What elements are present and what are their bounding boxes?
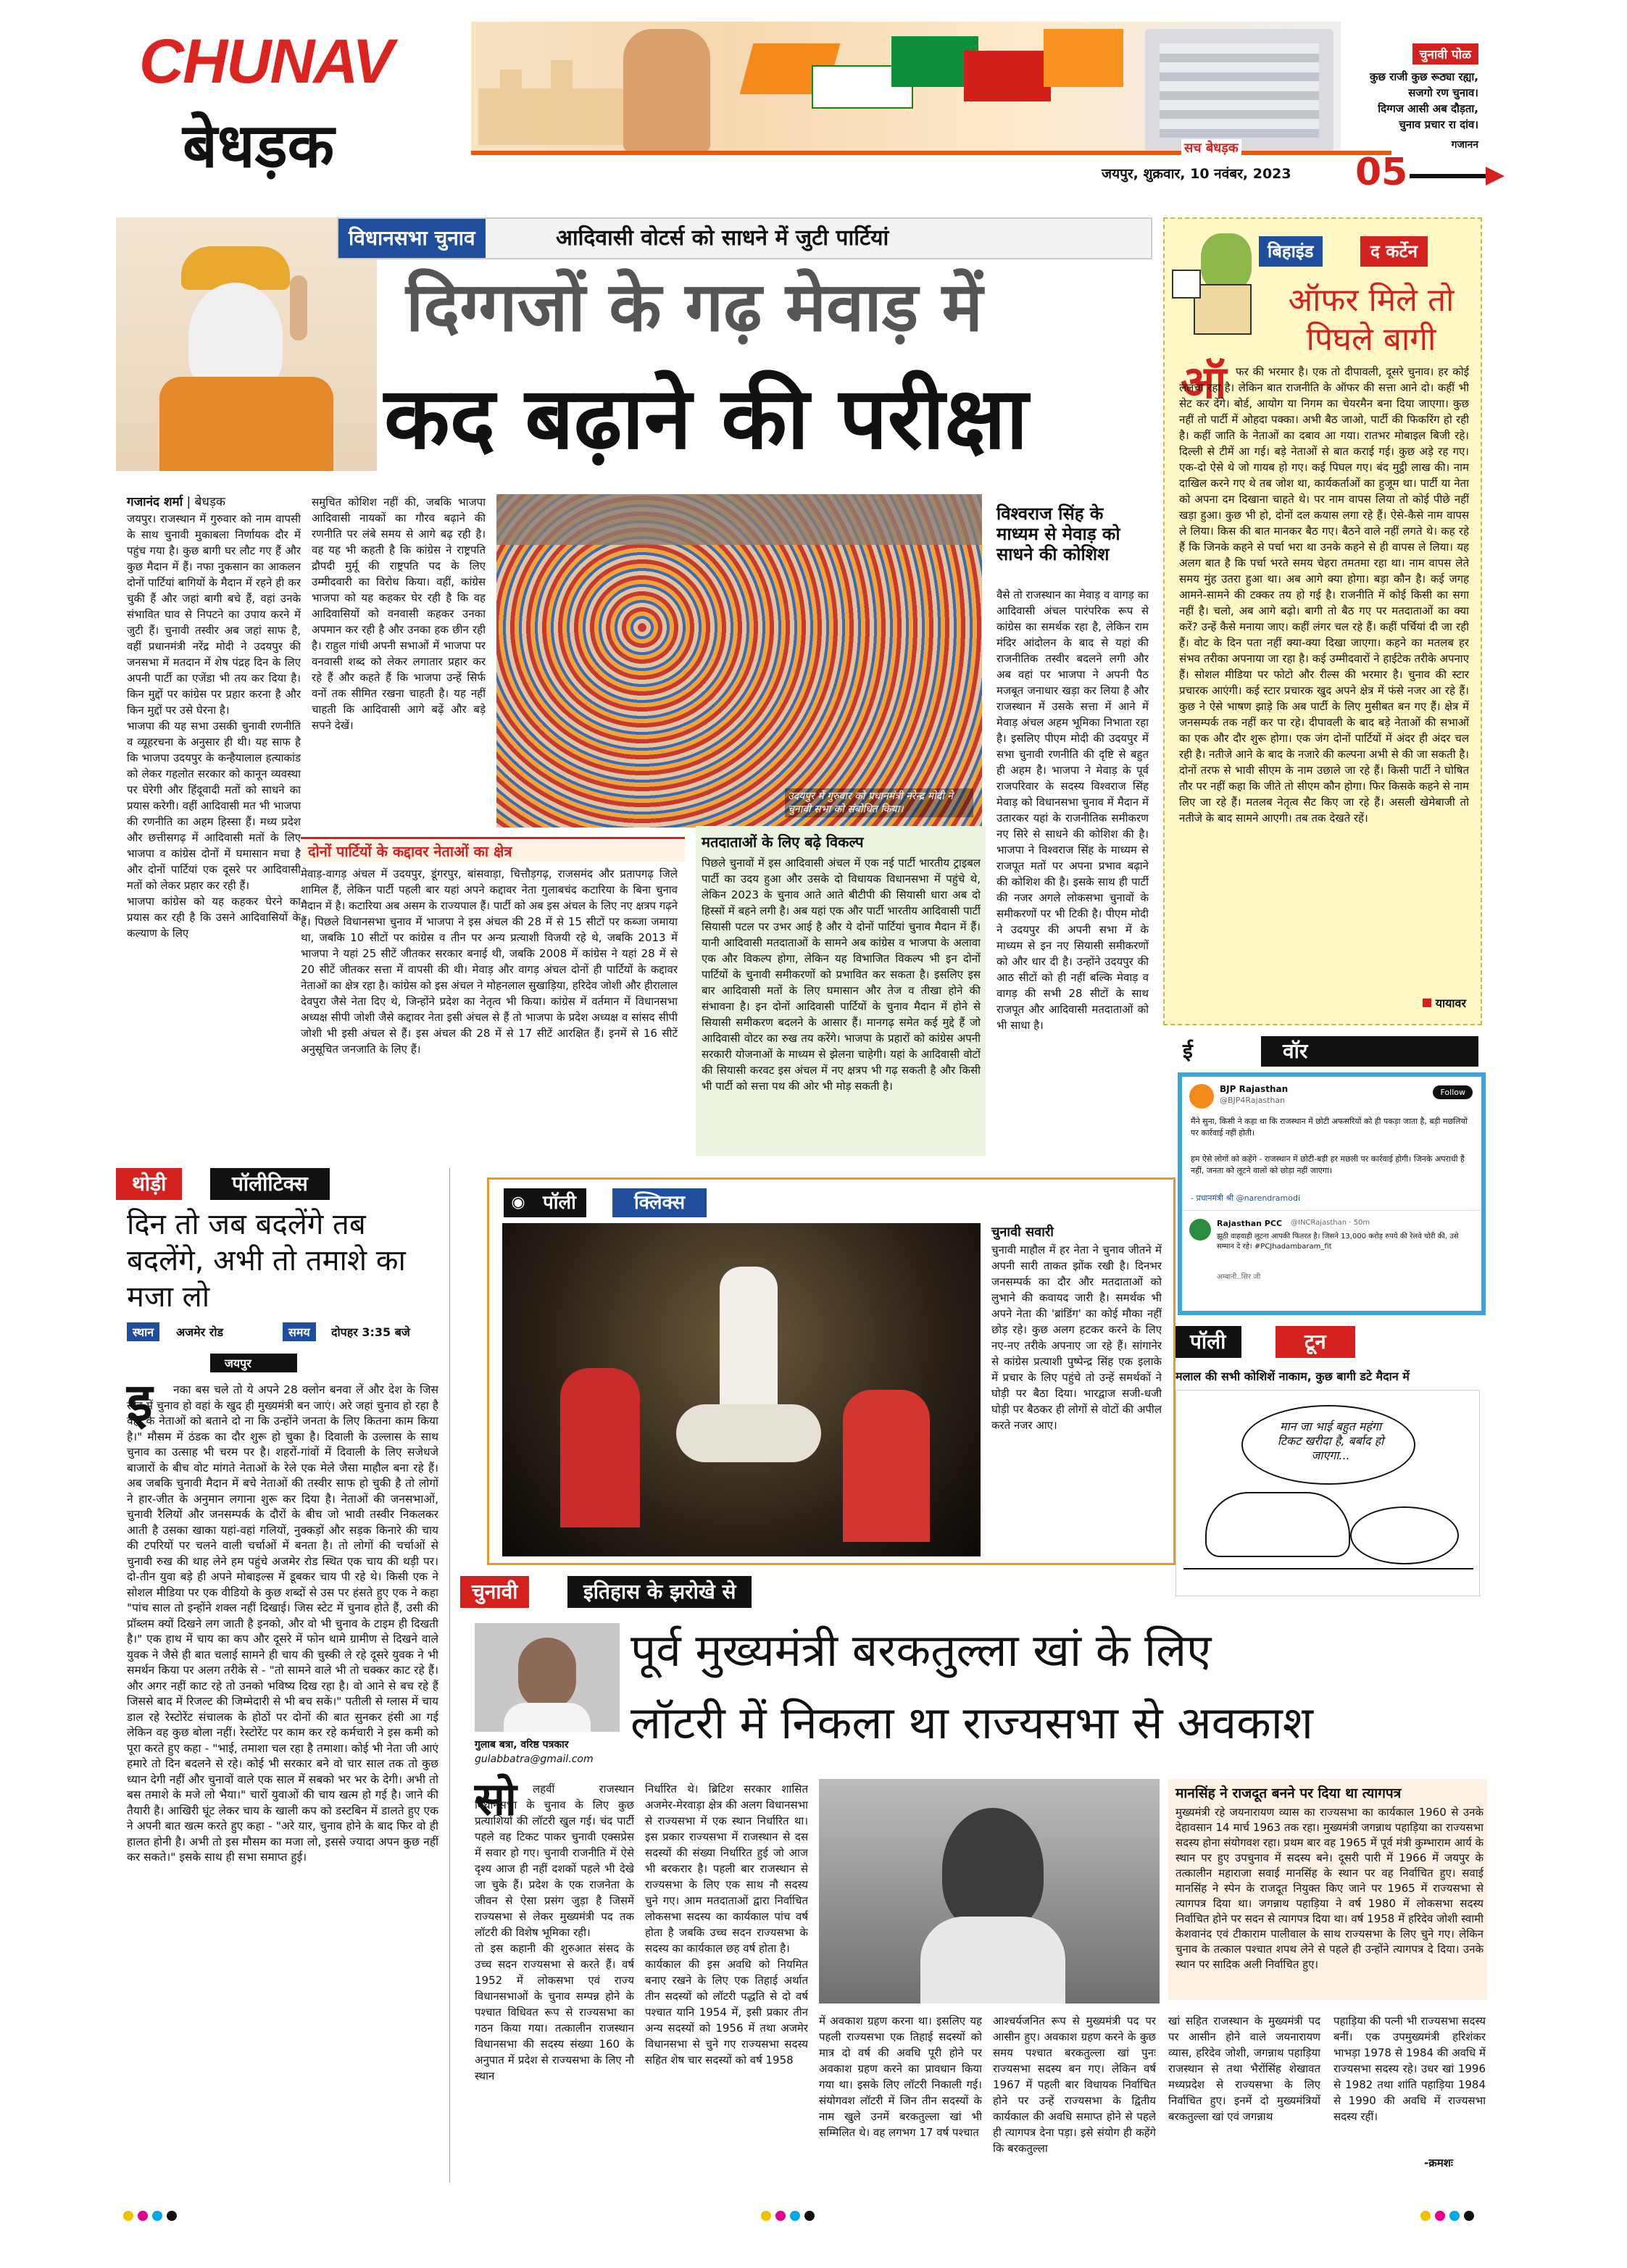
thodi-city: जयपुर	[210, 1354, 297, 1372]
thodi-headline: दिन तो जब बदलेंगे तब बदलेंगे, अभी तो तमाशे का मजा लो	[127, 1208, 406, 1314]
politician-figure	[1205, 1492, 1350, 1557]
byline-name: गजानंद शर्मा	[127, 495, 183, 509]
author-photo	[475, 1623, 620, 1732]
poem-line-3: दिग्गज आसी अब दौड़ता,	[1378, 102, 1478, 115]
voters-box	[696, 826, 986, 1156]
evm-illustration	[1145, 29, 1333, 152]
vishvaraj-body: वैसे तो राजस्थान का मेवाड़ व वागड़ का आदिवासी अंचल पारंपरिक रूप से कांग्रेस का समर्थक रहा है, लेकिन राम मंदिर आंदोलन के बाद से यहां की राजनीतिक तस्वीर बदलने लगी और अब वहां पर भाजपा ने अपनी पैठ मजबूत जनाधार खड़ा कर लिया है और राजस्थान में उसके सत्ता में आने में मेवाड़ अंचल अहम भूमिका निभाता रहा है। इसलिए पीएम मोदी की उदयपुर में सभा चुनावी रणनीति की दृष्टि से बहुत ही अहम है। भाजपा ने मेवाड़ के पूर्व राजपरिवार के सदस्य विश्वराज सिंह मेवाड़ को विधानसभा चुनाव में मैदान में उतारकर यहां के राजनीतिक समीकरण नए सिरे से साधने की कोशिश की है। भाजपा ने विश्वराज सिंह के माध्यम से राजपूत मतों पर अपना प्रभाव बढ़ाने की कोशिश की है। इसके साथ ही पार्टी की नजर अगले लोकसभा चुनावों के समीकरणों पर भी टिकी है। पीएम मोदी ने उदयपुर की अपनी सभा में के माध्यम से इन नए सियासी समीकरणों को और धार दी है। उन्होंने उदयपुर की आठ सीटों को ही नहीं बल्कि मेवाड़ व वागड़ की सभी 28 सीटों के साथ राजपूत और आदिवासी मतदाताओं को भी साधा है।	[996, 588, 1149, 1032]
brand-bedhadak: बेधड़क	[183, 110, 335, 181]
party-flags-illustration	[746, 22, 1123, 152]
poem-author: गजानन	[1451, 139, 1478, 151]
tweet-reply: अम्बानी..सिर जी	[1217, 1273, 1261, 1281]
ewar-tweet-card	[1178, 1072, 1486, 1315]
policlicks-tag-1: पॉली	[533, 1188, 586, 1217]
poem-line-4: चुनाव प्रचार रा दांव।	[1399, 118, 1478, 131]
thodi-meta	[127, 1322, 438, 1346]
behind-curtain-box	[1163, 217, 1482, 1025]
ewar-tag-2: वॉर	[1261, 1036, 1478, 1067]
brand-chunav: CHUNAV	[139, 27, 393, 96]
voter-finger-illustration	[623, 29, 710, 152]
tagline-small: सच बेधड़क	[1181, 139, 1241, 157]
history-tag-1: चुनावी	[460, 1576, 529, 1608]
horse-rally-photo	[502, 1223, 981, 1556]
tweet-text-1b: हम ऐसे लोगों को कहेंगे - राजस्थान में छोटी-बड़ी हर मछली पर कार्रवाई होगी। जिनके अपराधी हैं नहीं, जनता को लूटने वालों को छोड़ा नहीं जाएगा।	[1191, 1154, 1465, 1175]
behind-dropcap: ऑ	[1181, 356, 1227, 409]
poem-tag: चुनावी पोळ	[1412, 43, 1478, 64]
behind-headline: ऑफर मिले तो पिघले बागी	[1288, 282, 1455, 358]
history-author: गुलाब बत्रा, वरिष्ठ पत्रकार	[475, 1739, 569, 1751]
rally-photo-caption: उदयपुर में गुरुवार को प्रधानमंत्री नरेन्द्र मोदी ने चुनावी सभा को संबोधित किया।	[785, 788, 973, 817]
mansingh-heading: मानसिंह ने राजदूत बनने पर दिया था त्यागपत्र	[1175, 1785, 1402, 1801]
thodi-header	[116, 1168, 449, 1201]
history-headline-2: लॉटरी में निकला था राज्यसभा से अवकाश	[631, 1696, 1313, 1749]
bjp-avatar	[1189, 1084, 1214, 1109]
leaders-box	[301, 837, 685, 1156]
politoon-cartoon	[1175, 1390, 1480, 1596]
history-email: gulabbatra@gmail.com	[475, 1754, 594, 1765]
balloon-text: मान जा भाई बहुत महंगा टिकट खरीदा है, बर्बाद हो जाएगा...	[1277, 1419, 1384, 1462]
barkatullah-photo	[819, 1779, 1160, 2004]
pen-nib-icon	[1410, 174, 1489, 178]
poem-line-1: कुछ राजी कुछ रूठ्या रह्या,	[1370, 70, 1478, 83]
thodi-dropcap: इ	[127, 1372, 153, 1433]
behind-sign-text: यायावर	[1435, 996, 1466, 1010]
policlicks-box	[487, 1177, 1175, 1565]
lead-col-1: जयपुर। राजस्थान में गुरुवार को नाम वापसी के साथ चुनावी मुकाबला निर्णायक दौर में पहुंच गया है। कुछ बागी घर लौट गए हैं और कुछ मैदान में हैं। नफा नुकसान का आकलन दोनों पार्टियां बागियों के मैदान में रहने ही कर चुकी हैं और जहां बागी बचे हैं, वहां उनके संभावित घाव से निपटने का उपाय करने में जुटी हैं। चुनावी तस्वीर अब जहां साफ है, वहीं प्रधानमंत्री नरेंद्र मोदी ने उदयपुर की जनसभा में मतदान में शेष पंद्रह दिन के लिए अपनी पार्टी का एजेंडा भी तय कर दिया है। किन मुद्दों पर कांग्रेस पर प्रहार करना है और किन मुद्दों पर उसे घेरना है। भाजपा की यह सभा उसकी चुनावी रणनीति व व्यूहरचना के अनुसार ही थी। यह साफ है कि भाजपा उदयपुर के कन्हैयालाल हत्याकांड को लेकर गहलोत सरकार को कानून व्यवस्था पर घेरेगी और हिंदूवादी मतों को साधने का प्रयास करेगी। वहीं आदिवासी मत भी भाजपा की रणनीति का अहम हिस्सा हैं। मध्य प्रदेश और छत्तीसगढ़ में आदिवासी मतों के लिए भाजपा व कांग्रेस दोनों में घमासान मचा है और दोनों पार्टियां एक दूसरे पर आदिवासी मतों को लेकर प्रहार कर रही हैं। भाजपा कांग्रेस को यह कहकर घेरने का प्रयास कर रही है कि उसने आदिवासियों के कल्याण के लिए	[127, 512, 301, 940]
policlicks-heading: चुनावी सवारी	[991, 1225, 1054, 1240]
dateline: जयपुर, शुक्रवार, 10 नवंबर, 2023	[1102, 166, 1291, 182]
history-tag-2: इतिहास के झरोखे से	[567, 1576, 752, 1608]
thodi-tag-2: पॉलीटिक्स	[210, 1168, 330, 1200]
lead-col-2: समुचित कोशिश नहीं की, जबकि भाजपा आदिवासी नायकों का गौरव बढ़ाने की रणनीति पर लंबे समय से आगे बढ़ रही है। वह यह भी कहती है कि कांग्रेस ने राष्ट्रपति द्रौपदी मुर्मू की राष्ट्रपति पद के लिए उम्मीदवारी का विरोध किया। वहीं, कांग्रेस भाजपा को यह कहकर घेर रही है कि वह आदिवासियों को वनवासी कहकर उनका अपमान कर रही है और उनका हक छीन रही है। राहुल गांधी अपनी सभाओं में भाजपा पर वनवासी शब्द को लेकर लगातार प्रहार कर रहे हैं और कहते हैं कि भाजपा उन्हें सिर्फ वनों तक सीमित रखना चाहती है। यह नहीं चाहती कि आदिवासी आगे बढ़ें और बड़े सपने देखें।	[312, 496, 486, 732]
behind-sign-square	[1423, 998, 1431, 1007]
voters-heading: मतदाताओं के लिए बढ़े विकल्प	[702, 833, 864, 851]
history-col-4: आश्चर्यजनित रूप से मुख्यमंत्री पद पर आसीन हुए। अवकाश ग्रहण करने के कुछ समय पश्चात बरकतुल्ला खां पुनः राज्यसभा सदस्य बन गए। लेकिन वर्ष 1967 में पहली बार विधायक निर्वाचित होने पर उन्हें राज्यसभा के द्वितीय कार्यकाल की अवधि समाप्त होने से पहले ही त्यागपत्र देना पड़ा। इसे संयोग ही कहेंगे कि बरकतुल्ला	[993, 2014, 1156, 2155]
place-value: अजमेर रोड	[176, 1325, 224, 1339]
mansingh-box	[1168, 1779, 1487, 2000]
masthead	[0, 0, 1627, 210]
place-label: स्थान	[127, 1322, 159, 1341]
camera-icon: ◉	[504, 1188, 533, 1217]
behind-tag-box	[1259, 236, 1469, 268]
poem-box	[1341, 43, 1486, 152]
behind-body: फर की भरमार है। एक तो दीपावली, दूसरे चुनाव। हर कोई ललचा रहा है। लेकिन बात राजनीति के ऑफर की सत्ता आने दो। कहीं भी सेट कर देंगे। बोर्ड, आयोग या निगम का चेयरमैन बना दिया जाएगा। कुछ नहीं तो पार्टी में ओहदा पक्का। अभी बैठ जाओ, पार्टी की फिकरिंग हो रही है। कहीं जाति के नेताओं का दबाव आ गया। रातभर मोबाइल बिजी रहे। दिल्ली से टीमें आ गई। बड़े नेताओं से बात कराई गई। कुछ अड़े रह गए। एक-दो ऐसे थे जो गायब हो गए। कई पिघल गए। बंद मुट्ठी लाख की। नाम दाखिल करने गए थे तब जोश था, कार्यकर्ताओं का हुजूम था। पार्टी या नेता को अपना दम दिखाना चाहते थे। पर नाम वापस लिया तो कोई पीछे नहीं खड़ा हुआ। कुछ भी हो, दोनों दल कयास लगा रहे हैं। ऐसे-कैसे नाम वापस ले लिया। किस की बात मानकर बैठ गए। बैठने वाले नहीं लगते थे। कह रहे हैं कि जिनके कहने से पर्चा भरा था उनके कहने से ही वापस ले लिया। यह अलग बात है कि पर्चा भरते समय चेहरा तमतमा रहा था। नाम वापस लेते समय मुंह उतरा हुआ था। अब आगे क्या होगा। बड़ा कौन है। कई जगह आमने-सामने की टक्कर तय हो गई है। राजनीति में कोई किसी का सगा नहीं है। चलो, अब आगे बढ़ो। बागी तो बैठ गए पर मतदाताओं का क्या करें? उन्हें कैसे मनाया जाए। कहीं लंगर चल रहे हैं। कहीं पर्चियां दी जा रही हैं। वोट के दिन पता नहीं क्या-क्या दिखा जाएगा। कहने का मतलब हर संभव तरीका अपनाया जा रहा है। कई उम्मीदवारों ने हाईटेक तरीके अपनाए हैं। सोशल मीडिया पर फोटो और रील्स की भरमार है। चुनाव की स्टार प्रचारक आएंगी। कई स्टार प्रचारक खुद अपने क्षेत्र में फंसे नजर आ रहे हैं। कुछ ने ऐसे भाषण झाड़े कि अब पार्टी के लिए मुसीबत बन गए हैं। क्षेत्र में जनसम्पर्क तक नहीं कर पा रहे। दीपावली के बाद बड़े नेताओं की सभाओं का एक और दौर शुरू होगा। एक जंग दोनों पार्टियों में अंदर ही अंदर चल रही है। नतीजे आने के बाद के नजारे की कल्पना अभी से की जा सकती है। दोनों तरफ से भावी सीएम के नाम उछाले जा रहे हैं। किसी पार्टी ने घोषित तौर पर नहीं कहा कि जीते तो सीएम कौन होगा। फिर किसके कहने से नाम लिए जा रहे हैं। मतलब नेतृत्व सैट किए जा रहे हैं। असली खेमेबाजी तो नतीजे के बाद सामने आएगी। तब तक देखते रहें।	[1179, 365, 1469, 825]
behind-tag: बिहाइंड	[1259, 236, 1323, 267]
color-dots-left	[123, 2210, 181, 2224]
politoon-tag-2: टून	[1276, 1326, 1355, 1358]
time-value: दोपहर 3:35 बजे	[331, 1325, 410, 1339]
history-continued: -क्रमशः	[1424, 2156, 1453, 2169]
page-number: 05	[1355, 151, 1408, 194]
masthead-collage	[471, 22, 1341, 152]
lead-kicker	[337, 217, 1152, 259]
tweet-text-2: झूठी वाहवाही लूटना आपकी फितरत है। जिसने 13,000 करोड़ रुपये की रेलवे चोरी की, उसे सम्मान दे रहे। #PCJhadambaram_fit	[1217, 1233, 1459, 1251]
lead-headline-2: कद बढ़ाने की परीक्षा	[384, 368, 1028, 468]
behind-sign	[1423, 995, 1466, 1011]
bowing-figure	[1350, 1506, 1459, 1564]
thodi-tag-1: थोड़ी	[116, 1168, 182, 1200]
tweet-handle-1: @BJP4Rajasthan	[1220, 1096, 1286, 1105]
byline-org: बेधड़क	[194, 495, 225, 509]
ewar-header	[1174, 1036, 1478, 1068]
tweet-account-1: BJP Rajasthan	[1220, 1084, 1289, 1094]
lead-kicker-text: आदिवासी वोटर्स को साधने में जुटी पार्टियां	[556, 225, 889, 251]
politoon-caption: मलाल की सभी कोशिशें नाकाम, कुछ बागी डटे मैदान में	[1175, 1369, 1410, 1383]
ewar-tag-1: ई	[1174, 1036, 1202, 1067]
tweet-text-1: मैंने सुना, किसी ने कहा था कि राजस्थान में छोटी अफसरियों को ही पकड़ा जाता है, बड़ी मछलियों पर कार्रवाई नहीं होती।	[1191, 1117, 1468, 1138]
behind-tag-2: द कर्टेन	[1360, 236, 1428, 267]
politoon-header	[1174, 1326, 1478, 1359]
history-col-3: में अवकाश ग्रहण करना था। इसलिए यह पहली राज्यसभा एक तिहाई सदस्यों को मात्र दो वर्ष की अवधि पूरी होने पर अवकाश ग्रहण करने का प्रावधान किया गया था। इसके लिए लॉटरी निकाली गई। संयोगवश लॉटरी में जिन तीन सदस्यों के नाम खुले उनमें बरकतुल्ला खां भी सम्मिलित थे। वह लगभग 17 वर्ष पश्चात	[819, 2014, 982, 2139]
lead-headline-1: दिग्गजों के गढ़ मेवाड़ में	[406, 268, 983, 347]
voters-body: पिछले चुनावों में इस आदिवासी अंचल में एक नई पार्टी भारतीय ट्राइबल पार्टी का उदय हुआ और उसके दो विधायक विधानसभा में पहुंचे थे, लेकिन 2023 के चुनाव आते आते बीटीपी की सियासी धारा अब दो हिस्सों में बहने लगी है। अब यहां एक और पार्टी भारतीय आदिवासी पार्टी सियासी पटल पर उभर आई है और ये दोनों पार्टियां चुनाव मैदान में हैं। यानी आदिवासी मतदाताओं के सामने अब कांग्रेस व भाजपा के अलावा एक और विकल्प होगा, लेकिन यह विभाजित विकल्प भी इन दोनों पार्टियों के चुनावी समीकरणों को प्रभावित कर सकता है। इसलिए इस बार आदिवासी मतों के लिए घमासान और तेज व तीखा होने की संभावना है। इन दोनों आदिवासी पार्टियों के चुनाव मैदान में होने से सियासी समीकरण बदलने के आसार हैं। मानगढ़ समेत कई मुद्दे हैं जो आदिवासी वोटर का रुख तय करेंगे। भाजपा के प्रहारों को कांग्रेस अपनी सरकारी योजनाओं के माध्यम से झेलना चाहेगी। यहां के आदिवासी वोटों की सियासी करवट इस अंचल में नए क्षत्रप भी गढ़ सकती है और किसी भी पार्टी को सत्ता पथ की ओर भी मोड़ सकती है।	[702, 856, 981, 1093]
poem-line-2: सजगो रण चुनाव।	[1408, 86, 1478, 99]
tweet-account-2: Rajasthan PCC	[1217, 1219, 1283, 1228]
pen-nib-tip	[1486, 167, 1505, 185]
politoon-tag-1: पॉली	[1174, 1326, 1241, 1358]
lead-byline: गजानंद शर्मा | बेधड़क	[127, 495, 225, 509]
history-col-5: खां सहित राजस्थान के मुख्यमंत्री पद पर आसीन होने वाले जयनारायण व्यास, हरिदेव जोशी, जगन्नाथ पहाड़िया राजस्थान से तथा भैरोंसिंह शेखावत मध्यप्रदेश से राज्यसभा के लिए निर्वाचित हुए। इनमें दो मुख्यमंत्रियों बरकतुल्ला खां एवं जगन्नाथ	[1168, 2014, 1320, 2123]
mansingh-body: मुख्यमंत्री रहे जयनारायण व्यास का राज्यसभा का कार्यकाल 1960 से उनके देहावसान 14 मार्च 1963 तक रहा। मुख्यमंत्री जगन्नाथ पहाड़िया का राज्यसभा सदस्य होना संयोगवश रहा। प्रथम बार वह 1965 में पूर्व मंत्री कुम्भाराम आर्य के स्थान पर हुए उपचुनाव में सदस्य बने। दूसरी पारी में 1966 में जयपुर के तत्कालीन महाराजा सवाई मानसिंह के स्थान पर वह निर्वाचित हुए। सवाई मानसिंह ने स्पेन के राजदूत नियुक्त किए जाने पर 1965 में राज्यसभा से त्यागपत्र दिया था। जगन्नाथ पहाड़िया ने वर्ष 1980 में लोकसभा सदस्य निर्वाचित होने पर सदन से त्यागपत्र दिया था। वर्ष 1958 में हरिदेव जोशी स्वामी केशवानंद एवं टीकाराम पालीवाल के साथ राज्यसभा के लिए चुने गए। लेकिन चुनाव के तत्काल पश्चात शपथ लेने से पहले ही उन्होंने त्यागपत्र दे दिया। उनके स्थान पर सादिक अली निर्वाचित हुए।	[1175, 1806, 1484, 1971]
history-headline-1: पूर्व मुख्यमंत्री बरकतुल्ला खां के लिए	[631, 1624, 1212, 1677]
history-col-1: लहवीं राजस्थान विधानसभा के चुनाव के लिए कुछ प्रत्याशियों की लॉटरी खुल गई। चंद पार्टी पहले वह टिकट पाकर चुनावी एक्सप्रेस में सवार हो गए। चुनावी राजनीति में ऐसे दृश्य आज ही नहीं दशकों पहले भी देखे जा चुके हैं। प्रदेश के एक राजनेता के जीवन से ऐसा प्रसंग जुड़ा है जिसमें राज्यसभा से लेकर मुख्यमंत्री पद तक लॉटरी की विशेष भूमिका रही। तो इस कहानी की शुरुआत संसद के उच्च सदन राज्यसभा से करते हैं। वर्ष 1952 में लोकसभा एवं राज्य विधानसभाओं के चुनाव सम्पन्न होने के पश्चात विधिवत रूप से राज्यसभा का गठन किया गया। तत्कालीन राजस्थान विधानसभा की सदस्य संख्या 160 के अनुपात में प्रदेश से राज्यसभा के लिए नौ स्थान	[475, 1783, 634, 2083]
tweet-quote: - प्रधानमंत्री श्री @narendramodi	[1191, 1193, 1301, 1203]
lead-kicker-tag: विधानसभा चुनाव	[338, 219, 486, 258]
policlicks-tag-2: क्लिक्स	[612, 1188, 707, 1217]
history-col-2: निर्धारित थे। ब्रिटिश सरकार शासित अजमेर-मेरवाड़ा क्षेत्र की अलग विधानसभा से राज्यसभा में एक स्थान निर्धारित था। इस प्रकार राज्यसभा में राजस्थान से दस सदस्यों की संख्या निर्धारित हुई जो आज भी बरकरार है। पहली बार राजस्थान से राज्यसभा के लिए एक साथ नौ सदस्य चुने गए। आम मतदाताओं द्वारा निर्वाचित लोकसभा सदस्य का कार्यकाल पांच वर्ष होता है जबकि उच्च सदन राज्यसभा के सदस्य का कार्यकाल छह वर्ष होता है। कार्यकाल की इस अवधि को नियमित बनाए रखने के लिए एक तिहाई अर्थात तीन सदस्यों को लॉटरी पद्धति से दो वर्ष पश्चात यानि 1954 में, इसी प्रकार तीन अन्य सदस्यों को 1956 में तथा अजमेर विधानसभा से चुने गए राज्यसभा सदस्य सहित शेष चार सदस्यों को वर्ष 1958	[645, 1783, 808, 2067]
leaders-heading: दोनों पार्टियों के कद्दावर नेताओं का क्षेत्र	[301, 837, 685, 862]
tweet-divider	[1182, 1210, 1481, 1211]
vishvaraj-heading: विश्वराज सिंह के माध्यम से मेवाड़ को साधने की कोशिश	[996, 504, 1120, 564]
pcc-avatar	[1189, 1219, 1211, 1241]
tweet-handle-2: @INCRajasthan · 50m	[1291, 1219, 1370, 1227]
policlicks-body: चुनावी माहौल में हर नेता ने चुनाव जीतने में अपनी सारी ताकत झोंक रखी है। दिनभर जनसम्पर्क का दौर और मतदाताओं को लुभाने की कवायद जारी है। समर्थक भी अपने नेता की 'ब्रांडिंग' का कोई मौका नहीं छोड़ रहे। कुछ अलग हटकर करने के लिए नए-नए तरीके अपनाए जा रहे हैं। सांगानेर से कांग्रेस प्रत्याशी पुष्पेन्द्र सिंह एक इलाके में प्रचार के लिए पहुंचे तो उन्हें समर्थकों ने घोड़ी पर बैठा दिया। भारद्वाज सजी-धजी घोड़ी पर बैठकर ही लोगों से वोटों की अपील करते नजर आए।	[991, 1243, 1162, 1432]
color-dots-right	[1420, 2210, 1478, 2224]
ground-line	[1183, 1568, 1473, 1569]
rule-leftcol	[449, 1168, 450, 2182]
fort-illustration	[478, 51, 623, 145]
thodi-body: नका बस चले तो ये अपने 28 क्लोन बनवा लें और देश के जिस स्टेट में चुनाव हो वहां के खुद ही मुख्यमंत्री बन जाएं। अरे जहां चुनाव हो रहा है वहां के नेताओं को बताने दो ना कि उन्होंने जनता के लिए कितना काम किया है।" मौसम में ठंडक का दौर शुरू हो चुका है। दिवाली के उल्लास के साथ चुनाव का उत्साह भी चरम पर है। शहरों-गांवों में दिवाली के लिए सजेधजे बाजारों के बीच वोट मांगते नेताओं के रेले एक मेले जैसा माहौल बना रहे हैं। अब जबकि चुनावी मैदान में बचे नेताओं की तस्वीर साफ हो चुकी है तो लोगों ने हार-जीत के अनुमान लगाना शुरू कर दिया है। नेताओं की जनसभाओं, चुनावी रैलियों और जनसम्पर्क के दौरों के बीच जो भावी तस्वीर निकलकर आती है उसका खाका यहां-वहां गलियों, नुक्कड़ों और सड़क किनारे की चाय की टपरियों पर चलने वाली चर्चाओं में बनता है। तो लोगों की चर्चाओं से चुनावी रुख की थाह लेने हम पहुंचे अजमेर रोड स्थित एक चाय की थड़ी पर। दो-तीन युवा बड़े ही अपने मोबाइल्स में डूबकर चाय पी रहे थे। किसी एक ने सोशल मीडिया पर एक वीडियो के कुछ शब्दों से उस पर हंसते हुए एक ने कहा "पांच साल तो इन्होंने शक्ल नहीं दिखाई। जिस स्टेट में चुनाव होते हैं, उसी की प्रॉब्लम क्यों दिखने लग जाती है इनको, और वो भी चुनाव के टाइम ही दिखती है।" एक हाथ में चाय का कप और दूसरे में फोन थामे ग्रामीण से दिखने वाले युवक ने जैसे ही बात चलाई सामने ही चाय की चुस्की ले रहे दूसरे युवक ने भी समर्थन किया पर अलग तरीके से - "तो सामने वाले भी तो चक्कर काट रहे हैं। और अगर नहीं काट रहे तो उनको भविष्य दिख रहा है। वो आने से बच रहे हैं जिससे बाद में रिजल्ट की जिम्मेदारी से भी बच सकें।" पतीली से ग्लास में चाय डाल रहे रेस्टोरेंट संचालक के होठों पर दोनों की बात सुनकर हंसी आ गई लेकिन वह कुछ बोला नहीं। रेस्टोरेंट पर काम कर रहे कर्मचारी ने इस कमी को पूरा करते हुए कहा - "भाई, तमाशा चल रहा है तमाशा। कोई भी नेता जी आएं हमारे तो दिन बदलने से रहे। कोई भी सरकार बने वो चार साल तक तो कुछ ध्यान देगी नहीं और चुनावों वाले एक साल में सबको भर भर के देगी। अभी तो बस तमाशे के मजे लो भैया।" चारों युवाओं की चाय खत्म हो गई है। जाने की तैयारी है। आखिरी घूंट लेकर चाय के खाली कप को डस्टबिन में डालते हुए एक ने अपनी बात खत्म करते हुए कहा - "अरे यार, चुनाव होने के बाद फिर वो ही हालत होनी है। अभी तो इस मौसम का मजा लो, इससे ज्यादा अपन कुछ नहीं कर सकते।" इसके साथ ही सभा समाप्त हुई।	[127, 1383, 438, 1864]
color-dots-center	[761, 2210, 819, 2224]
history-col-6: पहाड़िया की पत्नी भी राज्यसभा सदस्य बनीं। एक उपमुख्यमंत्री हरिशंकर भाभड़ा 1978 से 1984 की अवधि में राज्यसभा सदस्य रहे। उधर खां 1996 से 1982 तथा शांति पहाड़िया 1984 से 1990 की अवधि में राज्यसभा सदस्य रहीं।	[1333, 2014, 1486, 2123]
history-dropcap: सो	[475, 1772, 517, 1825]
rally-crowd-photo	[496, 494, 982, 827]
leaders-body: मेवाड़-वागड़ अंचल में उदयपुर, डूंगरपुर, बांसवाड़ा, चित्तौड़गढ़, राजसमंद और प्रतापगढ़ जिले शामिल हैं, लेकिन पार्टी पहली बार यहां अपने कद्दावर नेता गुलाबचंद कटारिया के बिना चुनाव मैदान में है। कटारिया अब असम के राज्यपाल हैं। पार्टी को अब इस अंचल के लिए नए क्षत्रप गढ़ने हैं। पिछले विधानसभा चुनाव में भाजपा ने इस अंचल की 28 में से 15 सीटों पर कब्जा जमाया था, जबकि 10 सीटों पर कांग्रेस व तीन पर अन्य प्रत्याशी विजयी रहे थे, जबकि 2013 में भाजपा ने यहां 25 सीटें जीतकर सरकार बनाई थी, जबकि 2008 में कांग्रेस ने यहां 28 में से 20 सीटें जीतकर सत्ता में वापसी की थी। मेवाड़ और वागड़ अंचल दोनों ही पार्टियों के कद्दावर नेताओं का क्षेत्र रहा है। कांग्रेस को इस अंचल ने मोहनलाल सुखाड़िया, हरिदेव जोशी और हीरालाल देवपुरा जैसे नेता दिए थे, जिन्होंने प्रदेश का नेतृत्व भी किया। कांग्रेस में वर्तमान में विधानसभा अध्यक्ष सीपी जोशी जैसे कद्दावर नेता इसी अंचल से हैं तो भाजपा के प्रदेश अध्यक्ष व सांसद सीपी जोशी भी इसी अंचल से हैं। इस अंचल की 28 में से 17 सीटें आरक्षित हैं। इनमें से 16 सीटें अनुसूचित जनजाति के लिए हैं।	[301, 867, 678, 1056]
follow-button[interactable]: Follow	[1433, 1085, 1473, 1099]
masthead-orange-bar	[471, 151, 1391, 155]
policlicks-header	[504, 1188, 721, 1217]
history-header	[460, 1576, 866, 1609]
time-label: समय	[283, 1322, 316, 1341]
